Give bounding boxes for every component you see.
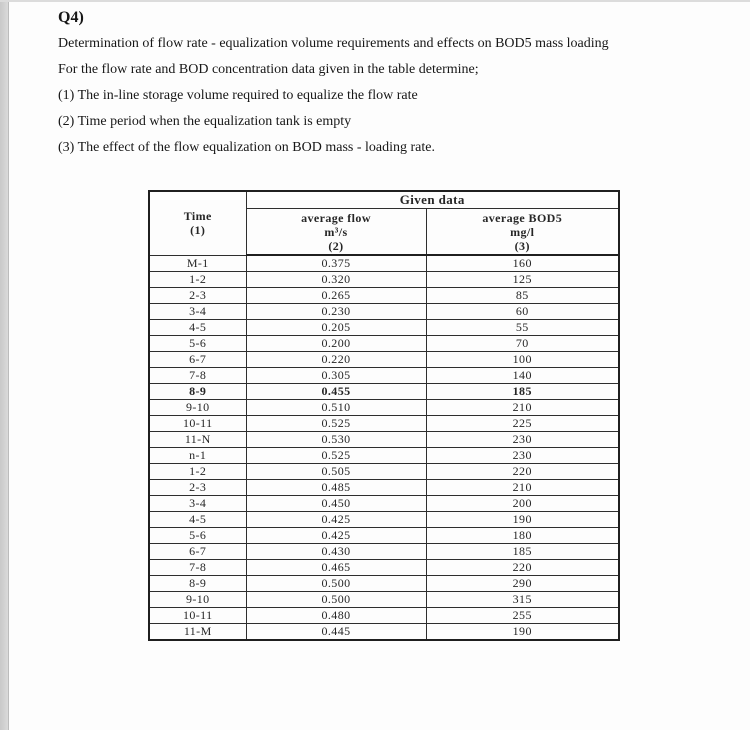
cell-bod: 85: [426, 288, 619, 304]
cell-flow: 0.485: [246, 480, 426, 496]
cell-time: 11-N: [149, 432, 246, 448]
cell-flow: 0.500: [246, 576, 426, 592]
cell-time: 5-6: [149, 336, 246, 352]
cell-time: 9-10: [149, 400, 246, 416]
cell-bod: 220: [426, 560, 619, 576]
cell-bod: 100: [426, 352, 619, 368]
cell-bod: 180: [426, 528, 619, 544]
question-number: Q4): [58, 9, 84, 26]
column-header-time: [149, 191, 246, 255]
table-row: [149, 528, 619, 544]
cell-time: 5-6: [149, 528, 246, 544]
table-row: [149, 384, 619, 400]
table-row: [149, 320, 619, 336]
cell-bod: 190: [426, 512, 619, 528]
question-line-2: For the flow rate and BOD concentration data given in the table determine;: [58, 62, 479, 77]
cell-flow: 0.205: [246, 320, 426, 336]
table-row: [149, 416, 619, 432]
table-row: [149, 496, 619, 512]
cell-flow: 0.230: [246, 304, 426, 320]
column-header-flow: [246, 209, 426, 256]
cell-bod: 225: [426, 416, 619, 432]
question-line-1: Determination of flow rate - equalization volume requirements and effects on BOD5 mass loading: [58, 36, 609, 51]
cell-flow: 0.200: [246, 336, 426, 352]
table-row: [149, 544, 619, 560]
time-column-label: Time: [183, 209, 212, 224]
column-header-bod: [426, 209, 619, 256]
cell-flow: 0.220: [246, 352, 426, 368]
cell-time: M-1: [149, 255, 246, 272]
question-line-3: (1) The in-line storage volume required to equalize the flow rate: [58, 88, 418, 103]
cell-time: 7-8: [149, 368, 246, 384]
cell-bod: 185: [426, 384, 619, 400]
flow-column-label: average flow: [301, 210, 371, 225]
cell-flow: 0.375: [246, 255, 426, 272]
cell-time: 10-11: [149, 608, 246, 624]
cell-flow: 0.530: [246, 432, 426, 448]
table-row: [149, 288, 619, 304]
cell-time: 8-9: [149, 576, 246, 592]
cell-time: 6-7: [149, 352, 246, 368]
table-row: [149, 448, 619, 464]
given-data-table: [148, 190, 620, 641]
cell-flow: 0.525: [246, 448, 426, 464]
cell-time: 4-5: [149, 512, 246, 528]
cell-time: 2-3: [149, 288, 246, 304]
cell-flow: 0.455: [246, 384, 426, 400]
table-body: [149, 255, 619, 640]
cell-flow: 0.425: [246, 528, 426, 544]
cell-bod: 160: [426, 255, 619, 272]
cell-time: 1-2: [149, 464, 246, 480]
cell-bod: 200: [426, 496, 619, 512]
table-row: [149, 624, 619, 641]
cell-time: 2-3: [149, 480, 246, 496]
question-text-block: [58, 5, 718, 161]
table-row: [149, 255, 619, 272]
page-top-edge-shadow: [0, 0, 750, 2]
table-row: [149, 576, 619, 592]
table-row: [149, 352, 619, 368]
cell-time: 11-M: [149, 624, 246, 641]
cell-flow: 0.445: [246, 624, 426, 641]
bod-column-label: average BOD5: [482, 210, 563, 225]
cell-flow: 0.265: [246, 288, 426, 304]
cell-bod: 290: [426, 576, 619, 592]
cell-time: 10-11: [149, 416, 246, 432]
cell-flow: 0.425: [246, 512, 426, 528]
bod-column-unit: mg/l: [510, 224, 535, 239]
cell-bod: 190: [426, 624, 619, 641]
cell-bod: 220: [426, 464, 619, 480]
cell-time: 8-9: [149, 384, 246, 400]
cell-time: 7-8: [149, 560, 246, 576]
cell-flow: 0.450: [246, 496, 426, 512]
cell-bod: 140: [426, 368, 619, 384]
time-column-number: (1): [190, 223, 206, 238]
table-row: [149, 608, 619, 624]
table-row: [149, 304, 619, 320]
cell-flow: 0.510: [246, 400, 426, 416]
cell-time: 6-7: [149, 544, 246, 560]
cell-bod: 255: [426, 608, 619, 624]
cell-flow: 0.465: [246, 560, 426, 576]
table-row: [149, 512, 619, 528]
cell-flow: 0.305: [246, 368, 426, 384]
table-title: Given data: [246, 191, 619, 209]
cell-bod: 55: [426, 320, 619, 336]
cell-time: 3-4: [149, 304, 246, 320]
table-row: [149, 336, 619, 352]
cell-bod: 60: [426, 304, 619, 320]
cell-flow: 0.500: [246, 592, 426, 608]
cell-flow: 0.505: [246, 464, 426, 480]
table-row: [149, 480, 619, 496]
cell-bod: 210: [426, 480, 619, 496]
question-line-4: (2) Time period when the equalization tank is empty: [58, 114, 352, 129]
flow-column-number: (2): [328, 238, 344, 253]
cell-time: 3-4: [149, 496, 246, 512]
cell-time: 1-2: [149, 272, 246, 288]
cell-bod: 210: [426, 400, 619, 416]
table-row: [149, 592, 619, 608]
cell-bod: 70: [426, 336, 619, 352]
cell-flow: 0.430: [246, 544, 426, 560]
table-row: [149, 272, 619, 288]
cell-flow: 0.320: [246, 272, 426, 288]
cell-bod: 230: [426, 432, 619, 448]
cell-time: 9-10: [149, 592, 246, 608]
table-row: [149, 400, 619, 416]
cell-bod: 125: [426, 272, 619, 288]
cell-time: 4-5: [149, 320, 246, 336]
table-row: [149, 464, 619, 480]
question-line-5: (3) The effect of the flow equalization on BOD mass - loading rate.: [58, 140, 435, 155]
table-row: [149, 560, 619, 576]
flow-column-unit: m³/s: [324, 224, 348, 239]
page-left-edge-shadow: [0, 0, 9, 730]
cell-flow: 0.525: [246, 416, 426, 432]
bod-column-number: (3): [514, 238, 530, 253]
cell-time: n-1: [149, 448, 246, 464]
table-header: [149, 191, 619, 255]
table-row: [149, 432, 619, 448]
cell-bod: 315: [426, 592, 619, 608]
cell-bod: 230: [426, 448, 619, 464]
cell-bod: 185: [426, 544, 619, 560]
table-row: [149, 368, 619, 384]
cell-flow: 0.480: [246, 608, 426, 624]
